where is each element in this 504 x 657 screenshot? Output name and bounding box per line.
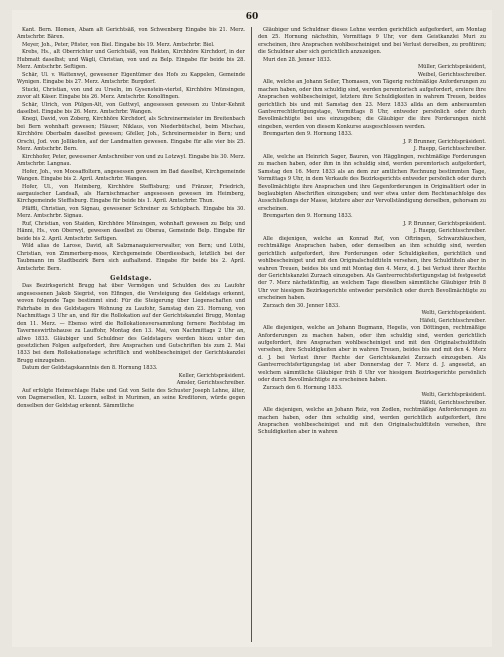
left-entry: Kirchhofer, Peter, gewesener Amtschreiber von und zu Lotzwyl. Eingabe bis 30. Merz. Amtschrbr. Langnau. bbox=[17, 153, 245, 168]
signature: J. Ruepp, Gerichtsschreiber. bbox=[413, 228, 486, 235]
notice-paragraph: Gläubiger und Schuldner dieses Lehne werden gerichtlich aufgefordert, am Montag den 25. Hornung nächsthin, Vormittags 9 Uhr, vor dem Geistkanzlei Muri zu erscheinen, ihre Ansprachen wohlbescheiniget und bei Verlust derselben, zu profitiren; die Schuldner aber sich gerichtlich anzuzeigen. bbox=[258, 27, 486, 56]
signature: Keller, Gerichtspräsident. bbox=[178, 372, 245, 379]
geldstag-notice: Das Bezirksgericht Brugg hat über Vermögen und Schulden des zu Laufohr angesessenen Jakob Siegrist, von Elfingen, die Versteigung des Geldstags erkennt, wovon folgende Tage bestimmt sind: Für die Steigerung über Liegenschaften und Fahrhabe in des Geldstagers Wohnung zu Laufohr, Samstag den 23. Hornung, von Nachmittags 3 Uhr an, und für die Rollokation auf der Gerichtskanzlei Brugg, Montag den 11. Merz. — Ebenso wird die Rollokationsversammlung fernere Rechtstag im Taverneswirthshause zu Lauffohr, Montag den 13. Mai, von Nachmittags 2 Uhr an, allwo 1833. Gläubiger und Schuldner des Geldstagers werden hiezu unter den gesetzlichen Folgen aufgefordert, ihre Ansprachen und Gutschriften bis zum 2. Mai 1833 bei dem Rollokationstage schriftlich und wohlbescheiniget der Gerichtskanzlei Brugg einzugeben. bbox=[17, 283, 245, 364]
notice-date: Muri den 28. Jenner 1833. bbox=[263, 56, 332, 63]
signature: Häfeli, Gerichtsschreiber. bbox=[419, 317, 486, 324]
page-number: 60 bbox=[245, 12, 259, 22]
signature: Häfeli, Gerichtsschreiber. bbox=[419, 399, 486, 406]
signature: J. P. Brunner, Gerichtspräsident. bbox=[403, 138, 486, 145]
notice-paragraph: Alle diejenigen, welche an Konrad Ref, von Oftringen, Schwarzhäuschen, rechtmäßige Ansprachen haben, oder demselben an ihm schuldig sind, werden gerichtlich aufgefordert, ihre Forderungen oder Schuldigkeiten, gerichtlich und wohlbescheiniget und mit den Originalschuldtiteln versehen, ihre Schuldtiteln aber in wahren Treuen, beides bis und mit Montag den 4. Merz, d. J. bei Verlust ihrer Rechte der Gerichtskanzlei Zurzach einzugeben. Als Gantverrechtsfertigungstag ist festgesetzt der 7. Merz nächstkünftig, an welchem Tage dieselben sämmtliche Gläubiger früh 8 Uhr vor hiesigem Bezirksgerichte entweder persönlich oder durch Bevollmächtigte zu erscheinen haben. bbox=[258, 235, 486, 302]
right-column bbox=[258, 27, 486, 437]
left-entry: Schär, Ulrich, von Pülgen-Alt, von Guttwyl, angesessen gewesen zu Unter-Kehnit daselbst. Eingabe bis 26. Merz. Amtschrbr. Wangen. bbox=[17, 101, 245, 115]
signature: Müller, Gerichtspräsident, bbox=[417, 64, 486, 71]
left-column bbox=[17, 27, 245, 410]
left-entry: Wild alias de Larose, David, alt Salzmanaquierverwalter, von Bern; und Lüthi, Christian, von Zimmerberg-moos, Kirchgemeinde Oberdiessbach, letztlich bei der Taubmann im Stadtbezirk Bern sich aufhaltend. Eingabe für beide bis 2. April. Amtschrbr. Bern. bbox=[17, 243, 245, 272]
left-entry: Pfäffli, Christian, von Signau, gewesener Schreiner zu Schüpbach. Eingabe bis 30. Merz. Amtschrbr. Signau. bbox=[17, 205, 245, 220]
signature: J. P. Brunner, Gerichtspräsident. bbox=[403, 220, 486, 227]
newspaper-page bbox=[12, 10, 492, 647]
left-entry: Hofer, Joh., von Moosaffoltern, angesessen gewesen im Bad daselbst, Kirchgemeinde Wangen. Eingabe bis 2. April. Amtschrbr. Wangen. bbox=[17, 168, 245, 183]
notice-date: Zurzach den 30. Jenner 1833. bbox=[263, 302, 340, 309]
notice-date: Bremgarten den 9. Hornung 1833. bbox=[263, 213, 353, 220]
left-entry: Meyer, Joh., Peter, Pfister, von Biel. Eingabe bis 19. Merz. Amtschrbr. Biel. bbox=[22, 41, 215, 48]
signature: Welti, Gerichtspräsident. bbox=[421, 392, 486, 399]
notice-date: Bremgarten den 9. Hornung 1833. bbox=[263, 131, 353, 138]
notice-paragraph: Auf erfolgte Heimschlage Habe und Gut von Seite des Schuster Joseph Lehne, älter, von Dagmersellen, Kt. Luzern, selbst in Murimen, an seine Kreditoren, würde gegen denselben der Geldstag erkennt. Sämmtliche bbox=[17, 387, 245, 409]
signature: Welti, Gerichtspräsident. bbox=[421, 310, 486, 317]
left-entry: Ruf, Christian, von Staiden, Kirchhöre Münsingen, wohnhaft gewesen zu Belp; und Hänni, Hs., von Oberwyl, gewesen daselbst zu Oberau, Gemeinde Belp. Eingabe für beide bis 2. April. Amtschrbr. Seftigen. bbox=[17, 220, 245, 242]
notice-date: Zurzach den 6. Hornung 1833. bbox=[263, 384, 343, 391]
signature: J. Ruepp, Gerichtsschreiber. bbox=[413, 146, 486, 153]
left-entry: Kant. Bern. Illomen, Abam alt Gerichtsäß, von Schwenberg Eingabe bis 21. Merz. Amtschrbr. Bären. bbox=[17, 27, 245, 41]
left-entry: Schär, Ul. v. Wattenwyl, gewesener Eigentümer des Hofs zu Kappelen, Gemeinde Wynigen. Eingabe bis 27. Merz. Amtschrbr. Burgdorf. bbox=[17, 71, 245, 86]
left-entry: Knegi, David, von Zoberg, Kirchhöre Kirchdorf, als Schreinermeister im Breitenbach bei Bern wohnhaft gewesen; Häuser, Niklaus, von Niederbütschel, beim Mischau, Kirchhöre Oberbalm daselbst gewesen; Gfeller, Joh., Schreinermeister in Bern; und Orschi, Jod. von Jollikofen, auf der Landmatten gewesen. Eingabe für alle vier bis 25. Merz. Amtschrbr. Bern. bbox=[17, 116, 245, 153]
column-divider bbox=[251, 27, 252, 642]
left-entry: Stucki, Christian, von und zu Urseln, im Gysenstein-viertel, Kirchhöre Münsingen, zuvor alt Käser. Eingabe bis 26. Merz. Amtschrbr. Konolfingen. bbox=[17, 86, 245, 101]
notice-paragraph: Alle diejenigen, welche an Johann Reiz, von Zodlen, rechtmäßige Anforderungen zu machen haben, oder ihm schuldig sind, werden gerichtlich aufgefordert, ihre Ansprachen wohlbescheiniget und mit den Originalschuldtiteln versehen, ihre Schuldigkeiten aber in wahren bbox=[258, 407, 486, 436]
notice-paragraph: Alle, welche an Heinrich Sager, Bauren, von Hägglingen, rechtmäßige Forderungen zu machen haben, oder ihm in ihn schuldig sind, werden peremtorisch aufgefordert, Samstag den 16. Merz 1833 als an dem zur amtlichen Rechnung bestimmten Tage, Vormittags 9 Uhr, in dem Verkaufe des Bezirksgerichts entweder persönlich oder durch Bevollmächtigte ihre Ansprachen und ihre Gegenforderungen in Originalitiert oder in beglaubigten Abschriften einzugeben; und wer etwa unter dem Rechtsnachfolge des Ausschließungs der Masse, letztere aber zur Vervollständigung derselben, gehorsam zu erscheinen. bbox=[258, 153, 486, 212]
section-heading-geldstage: Geldstage. bbox=[110, 274, 152, 282]
left-entry: Hofer, Ul., von Heimberg, Kirchhöre Steffisburg; und Fränzer, Friedrich, aargauischer Landsaß, als Harnischmacher angesessen gewesen im Heimberg, Kirchgemeinde Steffisburg. Eingabe für beide bis 1. April. Amtschrbr. Thun. bbox=[17, 183, 245, 205]
left-entry: Krebs, Hs., alt Oberrichter und Gerichtsäß, von Rekten, Kirchhöre Kirchdorf, in der Hubmatt daselbst; und Wägli, Christian, von und zu Belp. Eingabe für beide bis 28. Merz. Amtschrbr. Seftigen. bbox=[17, 49, 245, 71]
notice-paragraph: Alle diejenigen, welche an Johann Bugmann, Hegelis, von Döttingen, rechtmäßige Anforderungen zu machen haben, oder ihm schuldig sind, werden gerichtlich aufgefordert, ihre Ansprachen wohlbescheiniget und mit den Originalschuldtiteln versehen, ihre Schuldigkeiten aber in wahren Treuen, beides bis und mit den 4. Merz d. J. bei Verlust ihrer Rechte der Gerichtskanzlei Zurzach einzugeben. Als Gantverrechtsfertigungstag ist aber Donnerstag der 7. Merz d. J. angesetzt, an welchem sämmtliche Gläubiger früh 8 Uhr vor hiesigem Bezirksgerichte persönlich oder durch Bevollmächtigte zu erscheinen haben. bbox=[258, 325, 486, 384]
signature: Amsler, Gerichtsschreiber. bbox=[176, 380, 245, 387]
geldstag-date: Datum der Geldstagskanntnis den 8. Hornung 1833. bbox=[22, 365, 158, 372]
notice-paragraph: Alle, welche an Johann Seiler, Thomasen, von Tägerig rechtmäßige Anforderungen zu machen haben, oder ihm schuldig sind, werden peremtorisch aufgefordert, erstere ihre Ansprachen wohlbescheiniget, letztere ihre Schuldigkeiten in wahrem Treuen, beides gerichtlich bis und mit Samstag den 23. Merz 1833 allda an dem anberaumten Gantverrechtfertigungstage, Vormittags 8 Uhr, entweder persönlich oder durch Bevollmächtigte bei uns einzugeben; die Gläubiger die ihre Forderungen nicht eingeben, werden von diesem Konkurse ausgeschlossen werden. bbox=[258, 79, 486, 130]
signature: Weibel, Gerichtsschreiber. bbox=[417, 71, 486, 78]
